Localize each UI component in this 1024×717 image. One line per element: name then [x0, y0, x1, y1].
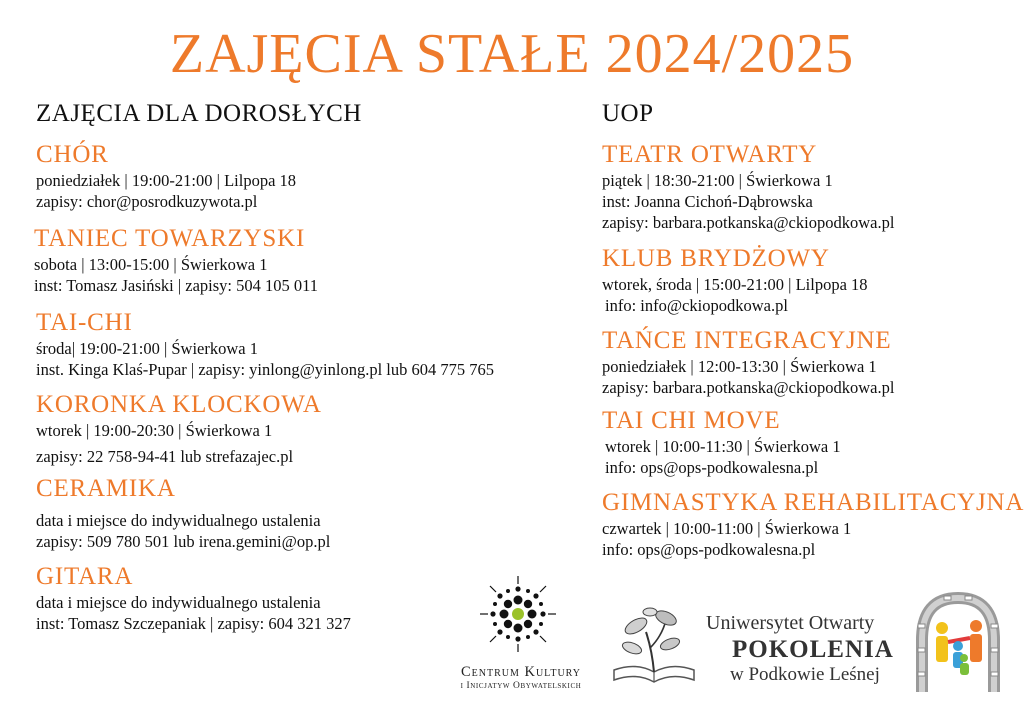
class-signup: zapisy: chor@posrodkuzywota.pl: [36, 192, 258, 211]
class-schedule: wtorek, środa | 15:00-21:00 | Lilpopa 18: [602, 275, 868, 294]
uop-name: Uniwersytet Otwarty: [706, 612, 875, 634]
class-title: TEATR OTWARTY: [602, 141, 818, 168]
class-title: GITARA: [36, 563, 134, 590]
class-signup: zapisy: barbara.potkanska@ckiopodkowa.pl: [602, 378, 895, 397]
class-open-theatre: [602, 140, 894, 233]
class-signup: zapisy: 22 758-94-41 lub strefazajec.pl: [36, 447, 294, 466]
class-title: TANIEC TOWARZYSKI: [34, 225, 306, 252]
class-ballroom-dance: [34, 224, 318, 296]
class-info: info: ops@ops-podkowalesna.pl: [605, 458, 819, 477]
class-schedule: czwartek | 10:00-11:00 | Świerkowa 1: [602, 519, 852, 538]
class-title: TAŃCE INTEGRACYJNE: [602, 327, 892, 354]
class-title: TAI CHI MOVE: [602, 407, 781, 434]
class-schedule: wtorek | 10:00-11:30 | Świerkowa 1: [605, 437, 841, 456]
class-schedule: środa| 19:00-21:00 | Świerkowa 1: [36, 339, 258, 358]
class-title: CHÓR: [36, 141, 109, 168]
class-info: info: ops@ops-podkowalesna.pl: [602, 540, 816, 559]
class-ceramics: [36, 474, 330, 552]
class-tai-chi: [36, 308, 494, 380]
class-instructor: inst: Tomasz Jasiński | zapisy: 504 105 011: [34, 276, 319, 295]
class-tai-chi-move: [602, 406, 841, 478]
class-schedule: poniedziałek | 12:00-13:30 | Świerkowa 1: [602, 357, 877, 376]
class-title: CERAMIKA: [36, 475, 176, 502]
section-heading-uop: UOP: [602, 100, 654, 127]
class-choir: [36, 140, 296, 212]
class-title: GIMNASTYKA REHABILITACYJNA: [602, 489, 1024, 516]
class-instructor: inst. Kinga Klaś-Pupar | zapisy: yinlong@yinlong.pl lub 604 775 765: [36, 360, 495, 379]
class-bridge-club: [602, 244, 868, 316]
horseshoe-family-logo: [904, 588, 1012, 700]
class-rehab-gymnastics: [602, 488, 1024, 560]
class-title: KLUB BRYDŻOWY: [602, 245, 830, 272]
ckio-star-icon: [440, 574, 602, 660]
uop-location: w Podkowie Leśnej: [730, 664, 880, 685]
class-schedule: poniedziałek | 19:00-21:00 | Lilpopa 18: [36, 171, 297, 190]
ckio-name: Centrum Kultury: [460, 664, 582, 680]
class-schedule: piątek | 18:30-21:00 | Świerkowa 1: [602, 171, 833, 190]
ckio-logo: [440, 574, 602, 694]
class-schedule: wtorek | 19:00-20:30 | Świerkowa 1: [36, 421, 273, 440]
class-integration-dances: [602, 326, 894, 398]
class-signup: zapisy: 509 780 501 lub irena.gemini@op.pl: [36, 532, 331, 551]
class-bobbin-lace: [36, 390, 322, 467]
class-guitar: [36, 562, 351, 634]
class-instructor: inst: Tomasz Szczepaniak | zapisy: 604 321 327: [36, 614, 351, 633]
ckio-subtitle: i Inicjatyw Obywatelskich: [460, 681, 582, 691]
page-title: ZAJĘCIA STAŁE 2024/2025: [169, 23, 855, 85]
class-schedule: data i miejsce do indywidualnego ustalenia: [36, 511, 321, 530]
uop-book-tree-icon: [606, 600, 702, 692]
class-signup: zapisy: barbara.potkanska@ckiopodkowa.pl: [602, 213, 895, 232]
class-title: KORONKA KLOCKOWA: [36, 391, 322, 418]
class-schedule: sobota | 13:00-15:00 | Świerkowa 1: [34, 255, 268, 274]
section-heading-adults: ZAJĘCIA DLA DOROSŁYCH: [36, 100, 362, 127]
class-info: info: info@ckiopodkowa.pl: [605, 296, 788, 315]
class-instructor: inst: Joanna Cichoń-Dąbrowska: [602, 192, 813, 211]
uop-pokolenia: POKOLENIA: [732, 636, 894, 663]
class-schedule: data i miejsce do indywidualnego ustalenia: [36, 593, 321, 612]
class-title: TAI-CHI: [36, 309, 133, 336]
